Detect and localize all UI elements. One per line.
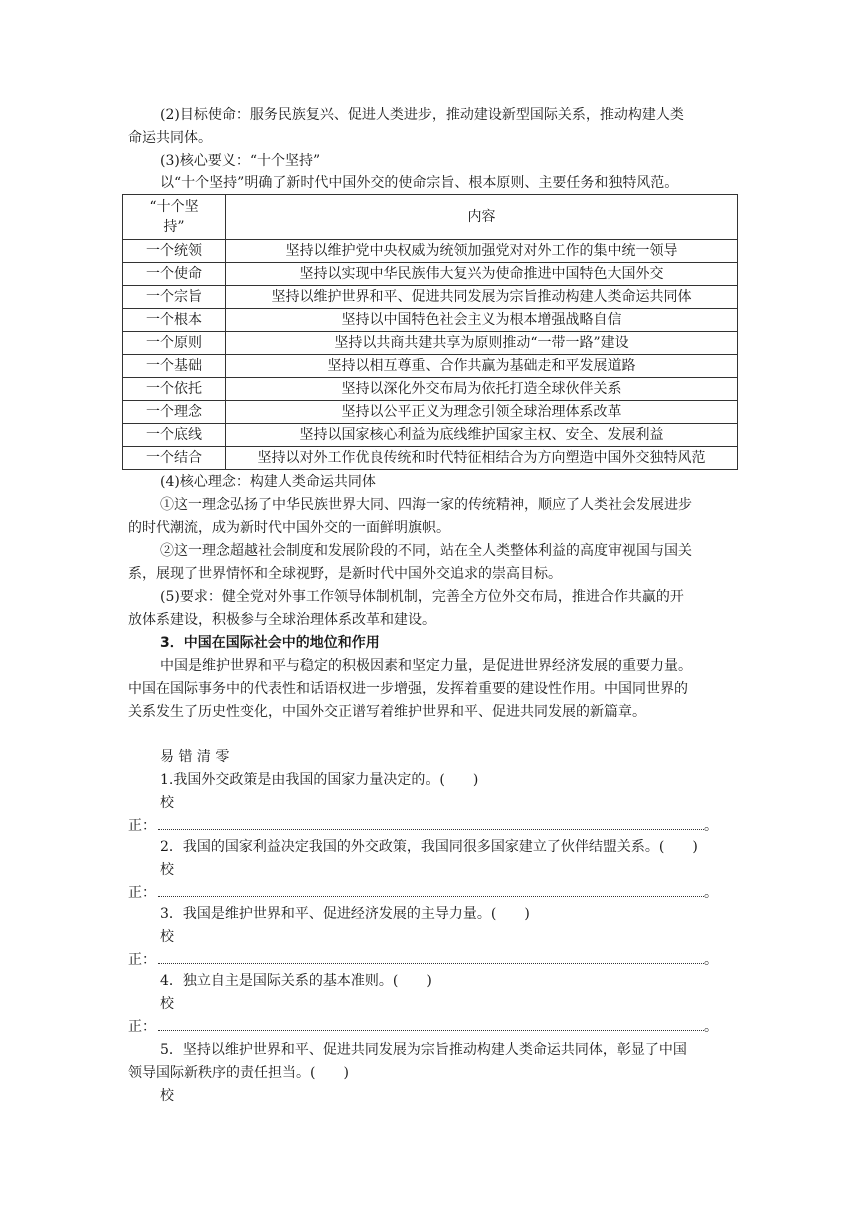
paragraph-req-b: 放体系建设，积极参与全球治理体系改革和建设。 <box>128 612 436 628</box>
quiz-question-5b: 领导国际新秩序的责任担当。( ) <box>128 1065 349 1081</box>
table-header-name: “十个坚 持” <box>123 195 226 240</box>
ten-principles-table <box>122 194 738 470</box>
quiz-question-2: 2．我国的国家利益决定我国的外交政策，我国同很多国家建立了伙伴结盟关系。( ) <box>160 839 698 855</box>
paragraph-goal-line2: 命运共同体。 <box>128 130 212 146</box>
paragraph-goal-line1: (2)目标使命：服务民族复兴、促进人类进步，推动建设新型国际关系，推动构建人类 <box>160 107 684 123</box>
table-cell-name: 一个理念 <box>123 401 226 424</box>
paragraph-idea-2b: 系，展现了世界情怀和全球视野，是新时代中国外交追求的崇高目标。 <box>128 566 562 582</box>
correction-label-2: 校 <box>160 862 174 878</box>
table-row <box>123 355 738 378</box>
correction-line-2[interactable]: 正： 。 <box>128 885 718 901</box>
paragraph-idea-1b: 的时代潮流，成为新时代中国外交的一面鲜明旗帜。 <box>128 520 450 536</box>
table-row <box>123 286 738 309</box>
paragraph-idea-1a: ①这一理念弘扬了中华民族世界大同、四海一家的传统精神，顺应了人类社会发展进步 <box>160 497 692 513</box>
correction-line-4[interactable]: 正： 。 <box>128 1019 718 1035</box>
correction-label-3: 校 <box>160 929 174 945</box>
table-cell-content: 坚持以国家核心利益为底线维护国家主权、安全、发展利益 <box>226 424 738 447</box>
paragraph-core-title: (3)核心要义：“十个坚持” <box>160 153 321 169</box>
table-cell-name: 一个结合 <box>123 447 226 470</box>
section3-line1: 中国是维护世界和平与稳定的积极因素和坚定力量，是促进世界经济发展的重要力量。 <box>160 658 692 674</box>
correction-label-5: 校 <box>160 1088 174 1104</box>
answer-blank[interactable] <box>158 884 704 897</box>
table-row <box>123 309 738 332</box>
answer-blank[interactable] <box>158 1018 704 1031</box>
correction-line-1[interactable]: 正： 。 <box>128 818 718 834</box>
table-cell-content: 坚持以中国特色社会主义为根本增强战略自信 <box>226 309 738 332</box>
quiz-title: 易 错 清 零 <box>160 749 230 765</box>
table-row <box>123 424 738 447</box>
table-row <box>123 401 738 424</box>
answer-blank[interactable] <box>158 817 704 830</box>
table-cell-name: 一个原则 <box>123 332 226 355</box>
paragraph-idea-title: (4)核心理念：构建人类命运共同体 <box>160 474 376 490</box>
table-cell-name: 一个根本 <box>123 309 226 332</box>
table-row <box>123 332 738 355</box>
section3-line2: 中国在国际事务中的代表性和话语权进一步增强，发挥着重要的建设性作用。中国同世界的 <box>128 681 688 697</box>
table-cell-name: 一个统领 <box>123 240 226 263</box>
table-cell-content: 坚持以深化外交布局为依托打造全球伙伴关系 <box>226 378 738 401</box>
quiz-question-5a: 5．坚持以维护世界和平、促进共同发展为宗旨推动构建人类命运共同体，彰显了中国 <box>160 1042 687 1058</box>
table-cell-name: 一个基础 <box>123 355 226 378</box>
correction-line-3[interactable]: 正： 。 <box>128 952 718 968</box>
table-cell-content: 坚持以相互尊重、合作共赢为基础走和平发展道路 <box>226 355 738 378</box>
quiz-question-3: 3．我国是维护世界和平、促进经济发展的主导力量。( ) <box>160 906 530 922</box>
paragraph-req-a: (5)要求：健全党对外事工作领导体制机制，完善全方位外交布局，推进合作共赢的开 <box>160 589 684 605</box>
correction-label-4: 校 <box>160 996 174 1012</box>
section3-title: 3．中国在国际社会中的地位和作用 <box>160 635 380 651</box>
table-header-content: 内容 <box>226 195 738 240</box>
table-cell-name: 一个使命 <box>123 263 226 286</box>
table-row <box>123 263 738 286</box>
quiz-question-1: 1.我国外交政策是由我国的国家力量决定的。( ) <box>160 772 479 788</box>
paragraph-idea-2a: ②这一理念超越社会制度和发展阶段的不同，站在全人类整体利益的高度审视国与国关 <box>160 543 692 559</box>
table-cell-name: 一个依托 <box>123 378 226 401</box>
table-cell-content: 坚持以对外工作优良传统和时代特征相结合为方向塑造中国外交独特风范 <box>226 447 738 470</box>
table-cell-content: 坚持以维护党中央权威为统领加强党对对外工作的集中统一领导 <box>226 240 738 263</box>
table-header-row <box>123 195 738 240</box>
table-cell-content: 坚持以实现中华民族伟大复兴为使命推进中国特色大国外交 <box>226 263 738 286</box>
paragraph-core-intro: 以“十个坚持”明确了新时代中国外交的使命宗旨、根本原则、主要任务和独特风范。 <box>160 175 679 191</box>
table-row <box>123 447 738 470</box>
answer-blank[interactable] <box>158 951 704 964</box>
table-cell-content: 坚持以维护世界和平、促进共同发展为宗旨推动构建人类命运共同体 <box>226 286 738 309</box>
correction-label-1: 校 <box>160 795 174 811</box>
section3-line3: 关系发生了历史性变化，中国外交正谱写着维护世界和平、促进共同发展的新篇章。 <box>128 704 646 720</box>
table-cell-content: 坚持以公平正义为理念引领全球治理体系改革 <box>226 401 738 424</box>
table-row <box>123 240 738 263</box>
quiz-question-4: 4．独立自主是国际关系的基本准则。( ) <box>160 973 432 989</box>
table-cell-name: 一个宗旨 <box>123 286 226 309</box>
table-cell-name: 一个底线 <box>123 424 226 447</box>
table-row <box>123 378 738 401</box>
table-cell-content: 坚持以共商共建共享为原则推动“一带一路”建设 <box>226 332 738 355</box>
